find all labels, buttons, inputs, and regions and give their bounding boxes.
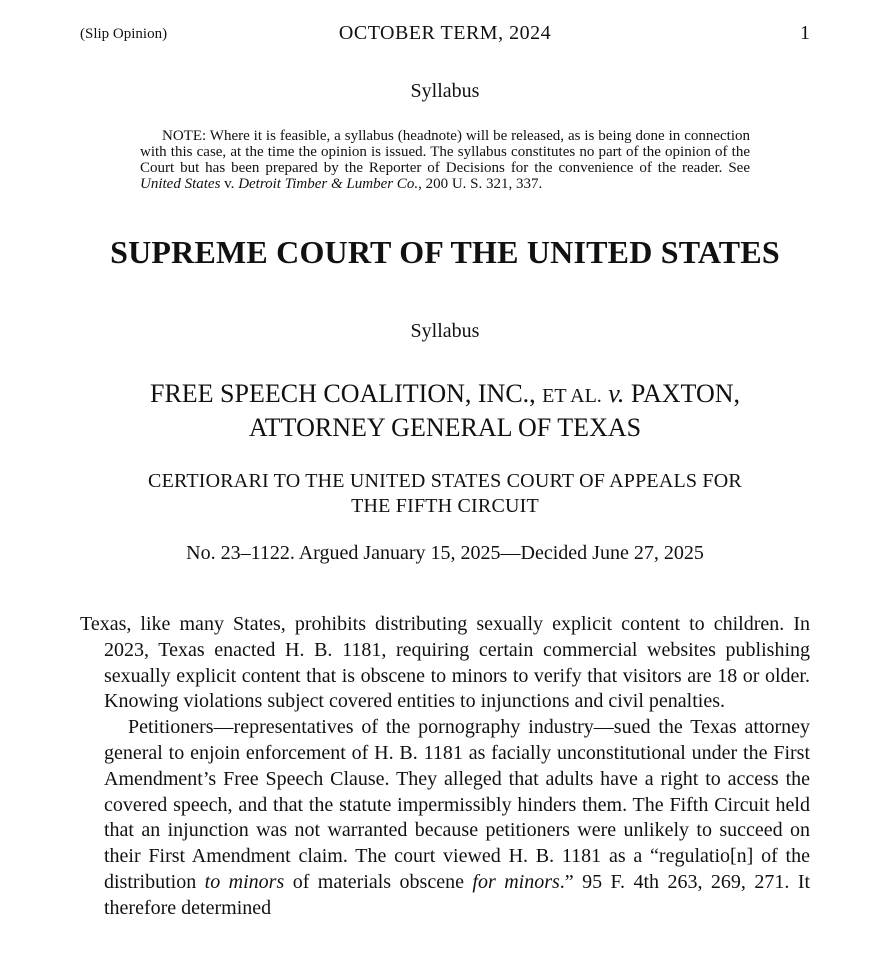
caption-party-2: PAXTON, [630, 379, 741, 408]
slip-opinion-label: (Slip Opinion) [80, 26, 168, 42]
certiorari-line-1: CERTIORARI TO THE UNITED STATES COURT OF APPEALS FOR [148, 470, 742, 492]
caption-et-al: ET AL. [542, 385, 602, 407]
note-citation: , 200 U. S. 321, 337. [418, 176, 543, 192]
certiorari-line-2: THE FIFTH CIRCUIT [351, 495, 539, 517]
syllabus-heading: Syllabus [410, 320, 480, 342]
p2-italic-2: for minors [472, 870, 560, 893]
p2-text-a: Petitioners—representatives of the pornography industry—sued the Texas attorney general to enjoin enforcement of H. B. 1181 as facially unconstitutional under the First Amendment’s Free Speech Clause. They alleged that adults have a right to access the covered speech, and that the statute impermissibly hinders them. The Fifth Circuit held that an injunction was not warranted because petitioners were unlikely to succeed on their First Amendment claim. The court viewed H. B. 1181 as a “regulatio[n] of the distribution [104, 716, 810, 893]
note-case-name-2: Detroit Timber & Lumber Co. [238, 176, 419, 192]
note-text: NOTE: Where it is feasible, a syllabus (headnote) will be released, as is being done in connection with this case, at the time the opinion is issued. The syllabus constitutes no part of the opinion of the Court but has been prepared by the Reporter of Decisions for the convenience of the reader. See [140, 128, 750, 176]
page-number: 1 [800, 22, 810, 44]
caption-versus: v. [601, 379, 631, 408]
certiorari-line [60, 469, 830, 519]
term-title: OCTOBER TERM, 2024 [338, 22, 552, 44]
note-case-name: United States [140, 176, 221, 192]
p2-text-b: of materials obscene [284, 870, 473, 893]
court-name: SUPREME COURT OF THE UNITED STATES [110, 234, 780, 270]
docket-line: No. 23–1122. Argued January 15, 2025—Decided June 27, 2025 [186, 542, 704, 564]
p2-text-c: .” 95 F. 4th 263, 269, 271. It therefore determined [104, 870, 811, 919]
caption-line-2: ATTORNEY GENERAL OF TEXAS [248, 413, 642, 442]
body-paragraph-1: Texas, like many States, prohibits distributing sexually explicit content to children. In 2023, Texas enacted H. B. 1181, requiring certain commercial websites publishing sexually explicit content that is obscene to minors to verify that visitors are 18 or older. Knowing violations subject covered entities to injunctions and civil penalties. [80, 613, 810, 713]
body-paragraph-2 [80, 715, 810, 921]
note-versus: v. [220, 176, 239, 192]
caption-party-1: FREE SPEECH COALITION, INC., [149, 379, 543, 408]
page-header [80, 22, 810, 48]
syllabus-heading-top: Syllabus [410, 80, 480, 102]
p2-italic-1: to minors [204, 870, 285, 893]
syllabus-body [80, 612, 810, 922]
case-caption [60, 378, 830, 444]
reporter-note [140, 128, 750, 192]
